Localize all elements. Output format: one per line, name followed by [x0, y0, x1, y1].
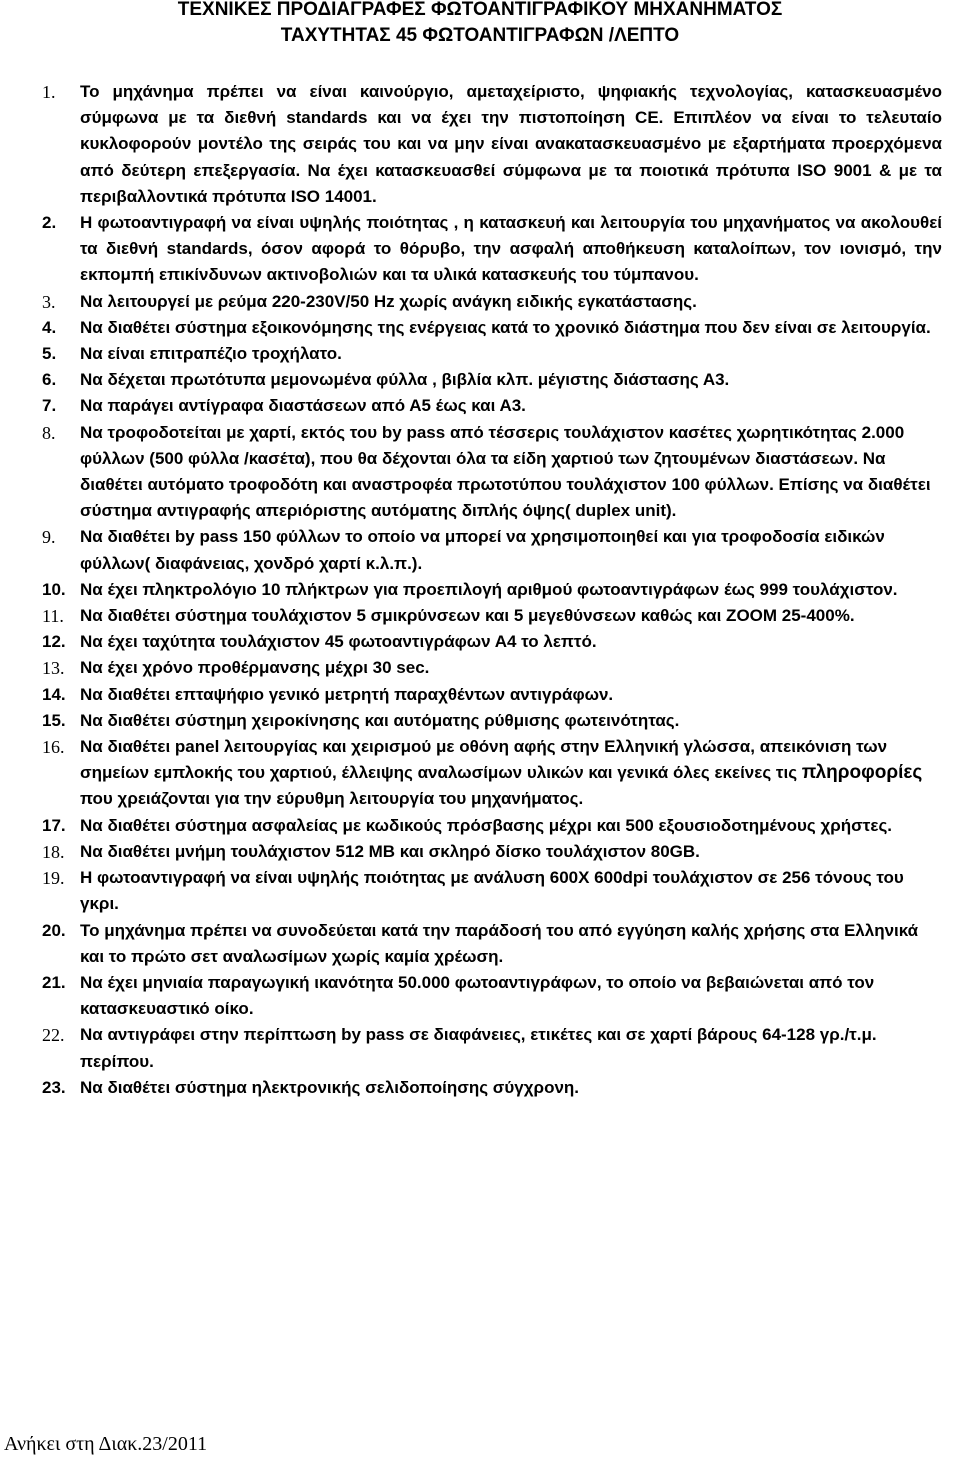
spec-text: Το μηχάνημα πρέπει να συνοδεύεται κατά την παράδοσή του από εγγύηση καλής χρήσης στα Ελληνικά και το πρώτο σετ αναλωσίμων χωρίς καμία χρέωση. — [80, 920, 919, 966]
spec-text: Να έχει πληκτρολόγιο 10 πλήκτρων για προεπιλογή αριθμού φωτοαντιγράφων έως 999 τουλάχιστον. — [80, 579, 898, 599]
spec-item-5 — [42, 341, 942, 367]
spec-number: 22. — [42, 1025, 65, 1046]
spec-text: Το μηχάνημα πρέπει να είναι καινούργιο, αμεταχείριστο, ψηφιακής τεχνολογίας, κατασκευασμένο σύμφωνα με τα διεθνή standards και να έχει την πιστοποίηση CE. Επιπλέον να είναι το τελευταίο κυκλοφορούν μοντέλο της σειράς του και να μην είναι ανακατασκευασμένο με εξαρτήματα προερχόμενα από δεύτερη επεξεργασία. Να έχει κατασκευασθεί σύμφωνα με τα ποιοτικά πρότυπα ISO 9001 & με τα περιβαλλοντικά πρότυπα ISO 14001. — [80, 82, 942, 206]
spec-item-1 — [42, 79, 942, 210]
spec-item-22 — [42, 1022, 942, 1074]
spec-item-13 — [42, 655, 942, 681]
spec-text-emphasis: πληροφορίες — [801, 762, 923, 784]
spec-item-17 — [42, 813, 942, 839]
spec-item-23 — [42, 1075, 942, 1101]
spec-text: Να διαθέτει σύστημη χειροκίνησης και αυτόματης ρύθμισης φωτεινότητας. — [80, 710, 680, 730]
spec-item-14 — [42, 682, 942, 708]
spec-item-15 — [42, 708, 942, 734]
spec-text: Να διαθέτει σύστημα ηλεκτρονικής σελιδοποίησης σύγχρονη. — [80, 1077, 580, 1097]
spec-item-11 — [42, 603, 942, 629]
spec-item-18 — [42, 839, 942, 865]
spec-text: Η φωτοαντιγραφή να είναι υψηλής ποιότητας με ανάλυση 600Χ 600dpi τουλάχιστον σε 256 τόνους του γκρι. — [80, 868, 904, 914]
specification-list — [42, 79, 942, 1101]
spec-number: 12. — [42, 632, 66, 652]
spec-number: 8. — [42, 422, 56, 443]
spec-number: 11. — [42, 606, 64, 627]
spec-item-8 — [42, 420, 942, 525]
spec-number: 18. — [42, 841, 65, 862]
spec-item-12 — [42, 629, 942, 655]
spec-number: 23. — [42, 1077, 66, 1097]
spec-item-2 — [42, 210, 942, 289]
spec-number: 14. — [42, 684, 66, 704]
spec-text: Να έχει ταχύτητα τουλάχιστον 45 φωτοαντιγράφων Α4 το λεπτό. — [80, 632, 597, 652]
spec-number: 10. — [42, 579, 66, 599]
spec-number: 4. — [42, 317, 57, 337]
spec-text: Να αντιγράφει στην περίπτωση by pass σε διαφάνειες, ετικέτες και σε χαρτί βάρους 64-128 γρ./τ.μ. περίπου. — [80, 1025, 877, 1071]
document-footer: Ανήκει στη Διακ.23/2011 — [4, 1433, 208, 1455]
spec-text: Να διαθέτει επταψήφιο γενικό μετρητή παραχθέντων αντιγράφων. — [80, 684, 614, 704]
spec-number: 19. — [42, 868, 65, 889]
spec-number: 21. — [42, 972, 66, 992]
spec-text — [80, 734, 942, 813]
spec-item-19 — [42, 865, 942, 917]
spec-text: Να διαθέτει by pass 150 φύλλων το οποίο να μπορεί να χρησιμοποιηθεί και για τροφοδοσία ειδικών φύλλων( διαφάνειας, χονδρό χαρτί κ.λ.π.). — [80, 527, 885, 573]
spec-text: Να διαθέτει σύστημα τουλάχιστον 5 σμικρύνσεων και 5 μεγεθύνσεων καθώς και ZOOM 25-400%. — [80, 606, 855, 626]
spec-number: 9. — [42, 527, 56, 548]
spec-text: Να έχει μηνιαία παραγωγική ικανότητα 50.000 φωτοαντιγράφων, το οποίο να βεβαιώνεται από τον κατασκευαστικό οίκο. — [80, 972, 875, 1019]
spec-item-6 — [42, 367, 942, 393]
spec-item-7 — [42, 393, 942, 419]
spec-text: Να έχει χρόνο προθέρμανσης μέχρι 30 sec. — [80, 658, 430, 678]
spec-number: 1. — [42, 82, 56, 102]
spec-item-10 — [42, 577, 942, 603]
spec-text: Να δέχεται πρωτότυπα μεμονωμένα φύλλα , βιβλία κλπ. μέγιστης διάστασης Α3. — [80, 370, 730, 390]
spec-number: 6. — [42, 370, 57, 390]
spec-text: Να παράγει αντίγραφα διαστάσεων από Α5 έως και Α3. — [80, 396, 526, 416]
spec-number: 3. — [42, 291, 56, 312]
spec-text: Να λειτουργεί με ρεύμα 220-230V/50 Hz χωρίς ανάγκη ειδικής εγκατάστασης. — [80, 291, 697, 311]
spec-text: Να τροφοδοτείται με χαρτί, εκτός του by pass από τέσσερις τουλάχιστον κασέτες χωρητικότητας 2.000 φύλλων (500 φύλλα /κασέτα), που θα δέχονται όλα τα είδη χαρτιού των ζητουμένων διαστάσεων. Να διαθέτει αυτόματο τροφοδότη και αναστροφέα πρωτοτύπου τουλάχιστον 100 φύλλων. Επίσης να διαθέτει σύστημα αντιγραφής απεριόριστης αυτόματης διπλής όψης( duplex unit). — [80, 422, 931, 521]
spec-item-4 — [42, 315, 942, 341]
spec-item-20 — [42, 918, 942, 970]
spec-text-part: που χρειάζονται για την εύρυθμη λειτουργία του μηχανήματος. — [80, 789, 584, 809]
spec-number: 17. — [42, 815, 66, 835]
spec-number: 16. — [42, 737, 65, 758]
spec-item-3 — [42, 289, 942, 315]
spec-item-21 — [42, 970, 942, 1022]
spec-number: 5. — [42, 344, 57, 364]
title-line-2: ΤΑΧΥΤΗΤΑΣ 45 ΦΩΤΟΑΝΤΙΓΡΑΦΩΝ /ΛΕΠΤΟ — [280, 25, 680, 46]
spec-text: Να διαθέτει σύστημα εξοικονόμησης της ενέργειας κατά το χρονικό διάστημα που δεν είναι σε λειτουργία. — [80, 317, 931, 337]
spec-item-16 — [42, 734, 942, 813]
spec-text-part: Να διαθέτει panel λειτουργίας και χειρισμού με οθόνη αφής στην Ελληνική γλώσσα, απεικόνιση των σημείων εμπλοκής του χαρτιού, έλλειψης αναλωσίμων υλικών και γενικά όλες εκείνες τις — [80, 737, 888, 783]
spec-text: Να διαθέτει σύστημα ασφαλείας με κωδικούς πρόσβασης μέχρι και 500 εξουσιοδοτημένους χρήστες. — [80, 815, 893, 835]
title-line-1: ΤΕΧΝΙΚΕΣ ΠΡΟΔΙΑΓΡΑΦΕΣ ΦΩΤΟΑΝΤΙΓΡΑΦΙΚΟΥ ΜΗΧΑΝΗΜΑΤΟΣ — [177, 0, 783, 20]
spec-text: Να διαθέτει μνήμη τουλάχιστον 512 MB και σκληρό δίσκο τουλάχιστον 80GB. — [80, 841, 700, 861]
spec-item-9 — [42, 524, 942, 576]
spec-number: 15. — [42, 710, 66, 730]
spec-text: Η φωτοαντιγραφή να είναι υψηλής ποιότητας , η κατασκευή και λειτουργία του μηχανήματος να ακολουθεί τα διεθνή standards, όσον αφορά το θόρυβο, την ασφαλή αποθήκευση καταλοίπων, τον ιονισμό, την εκπομπή επικίνδυνων ακτινοβολιών και τα υλικά κατασκευής του τύμπανου. — [80, 213, 942, 285]
document-title — [60, 0, 900, 49]
spec-text: Να είναι επιτραπέζιο τροχήλατο. — [80, 344, 342, 364]
spec-number: 2. — [42, 213, 57, 233]
spec-number: 7. — [42, 396, 57, 416]
spec-number: 20. — [42, 920, 66, 940]
spec-number: 13. — [42, 658, 65, 679]
